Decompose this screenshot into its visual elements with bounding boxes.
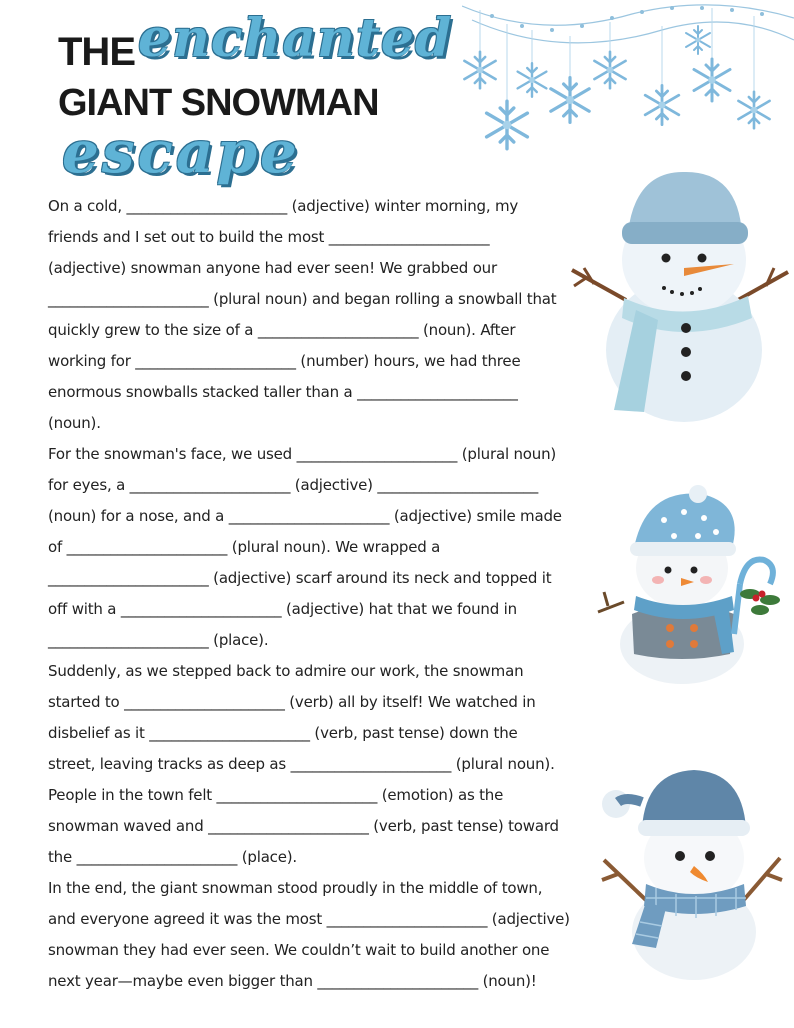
snowman-middle-icon: [594, 484, 794, 684]
story-line: and everyone agreed it was the most ______________________ (adjective): [48, 910, 570, 928]
story-line: (adjective) snowman anyone had ever seen! We grabbed our: [48, 259, 497, 277]
story-text: [48, 191, 604, 997]
story-line: for eyes, a ______________________ (adjective) ______________________: [48, 476, 538, 494]
story-line: snowman they had ever seen. We couldn’t wait to build another one: [48, 941, 550, 959]
story-line: ______________________ (plural noun) and began rolling a snowball that: [48, 290, 557, 308]
story-line: street, leaving tracks as deep as ______________________ (plural noun).: [48, 755, 555, 773]
snowman-bottom-icon: [596, 762, 794, 982]
story-line: snowman waved and ______________________ (verb, past tense) toward: [48, 817, 559, 835]
title-enchanted: enchanted: [138, 8, 453, 69]
story-line: quickly grew to the size of a ______________________ (noun). After: [48, 321, 516, 339]
title-the: THE: [58, 30, 135, 74]
story-line: enormous snowballs stacked taller than a ______________________: [48, 383, 518, 401]
story-line: started to ______________________ (verb) all by itself! We watched in: [48, 693, 536, 711]
story-line: disbelief as it ______________________ (verb, past tense) down the: [48, 724, 518, 742]
story-line: In the end, the giant snowman stood proudly in the middle of town,: [48, 879, 543, 897]
story-line: the ______________________ (place).: [48, 848, 297, 866]
story-line: People in the town felt ______________________ (emotion) as the: [48, 786, 504, 804]
snowflake-garland-icon: [462, 0, 794, 170]
story-line: ______________________ (adjective) scarf around its neck and topped it: [48, 569, 552, 587]
story-line: of ______________________ (plural noun). We wrapped a: [48, 538, 441, 556]
story-line: friends and I set out to build the most ______________________: [48, 228, 490, 246]
story-line: working for ______________________ (number) hours, we had three: [48, 352, 521, 370]
story-line: For the snowman's face, we used ______________________ (plural noun): [48, 445, 557, 463]
story-line: (noun).: [48, 414, 101, 432]
title-giant-snowman: GIANT SNOWMAN: [58, 82, 379, 124]
story-line: Suddenly, as we stepped back to admire our work, the snowman: [48, 662, 524, 680]
title-escape: escape: [62, 118, 300, 186]
story-line: On a cold, ______________________ (adjective) winter morning, my: [48, 197, 519, 215]
story-line: (noun) for a nose, and a ______________________ (adjective) smile made: [48, 507, 562, 525]
title-block: [40, 0, 480, 200]
story-line: next year—maybe even bigger than ______________________ (noun)!: [48, 972, 537, 990]
story-line: off with a ______________________ (adjective) hat that we found in: [48, 600, 517, 618]
story-line: ______________________ (place).: [48, 631, 269, 649]
